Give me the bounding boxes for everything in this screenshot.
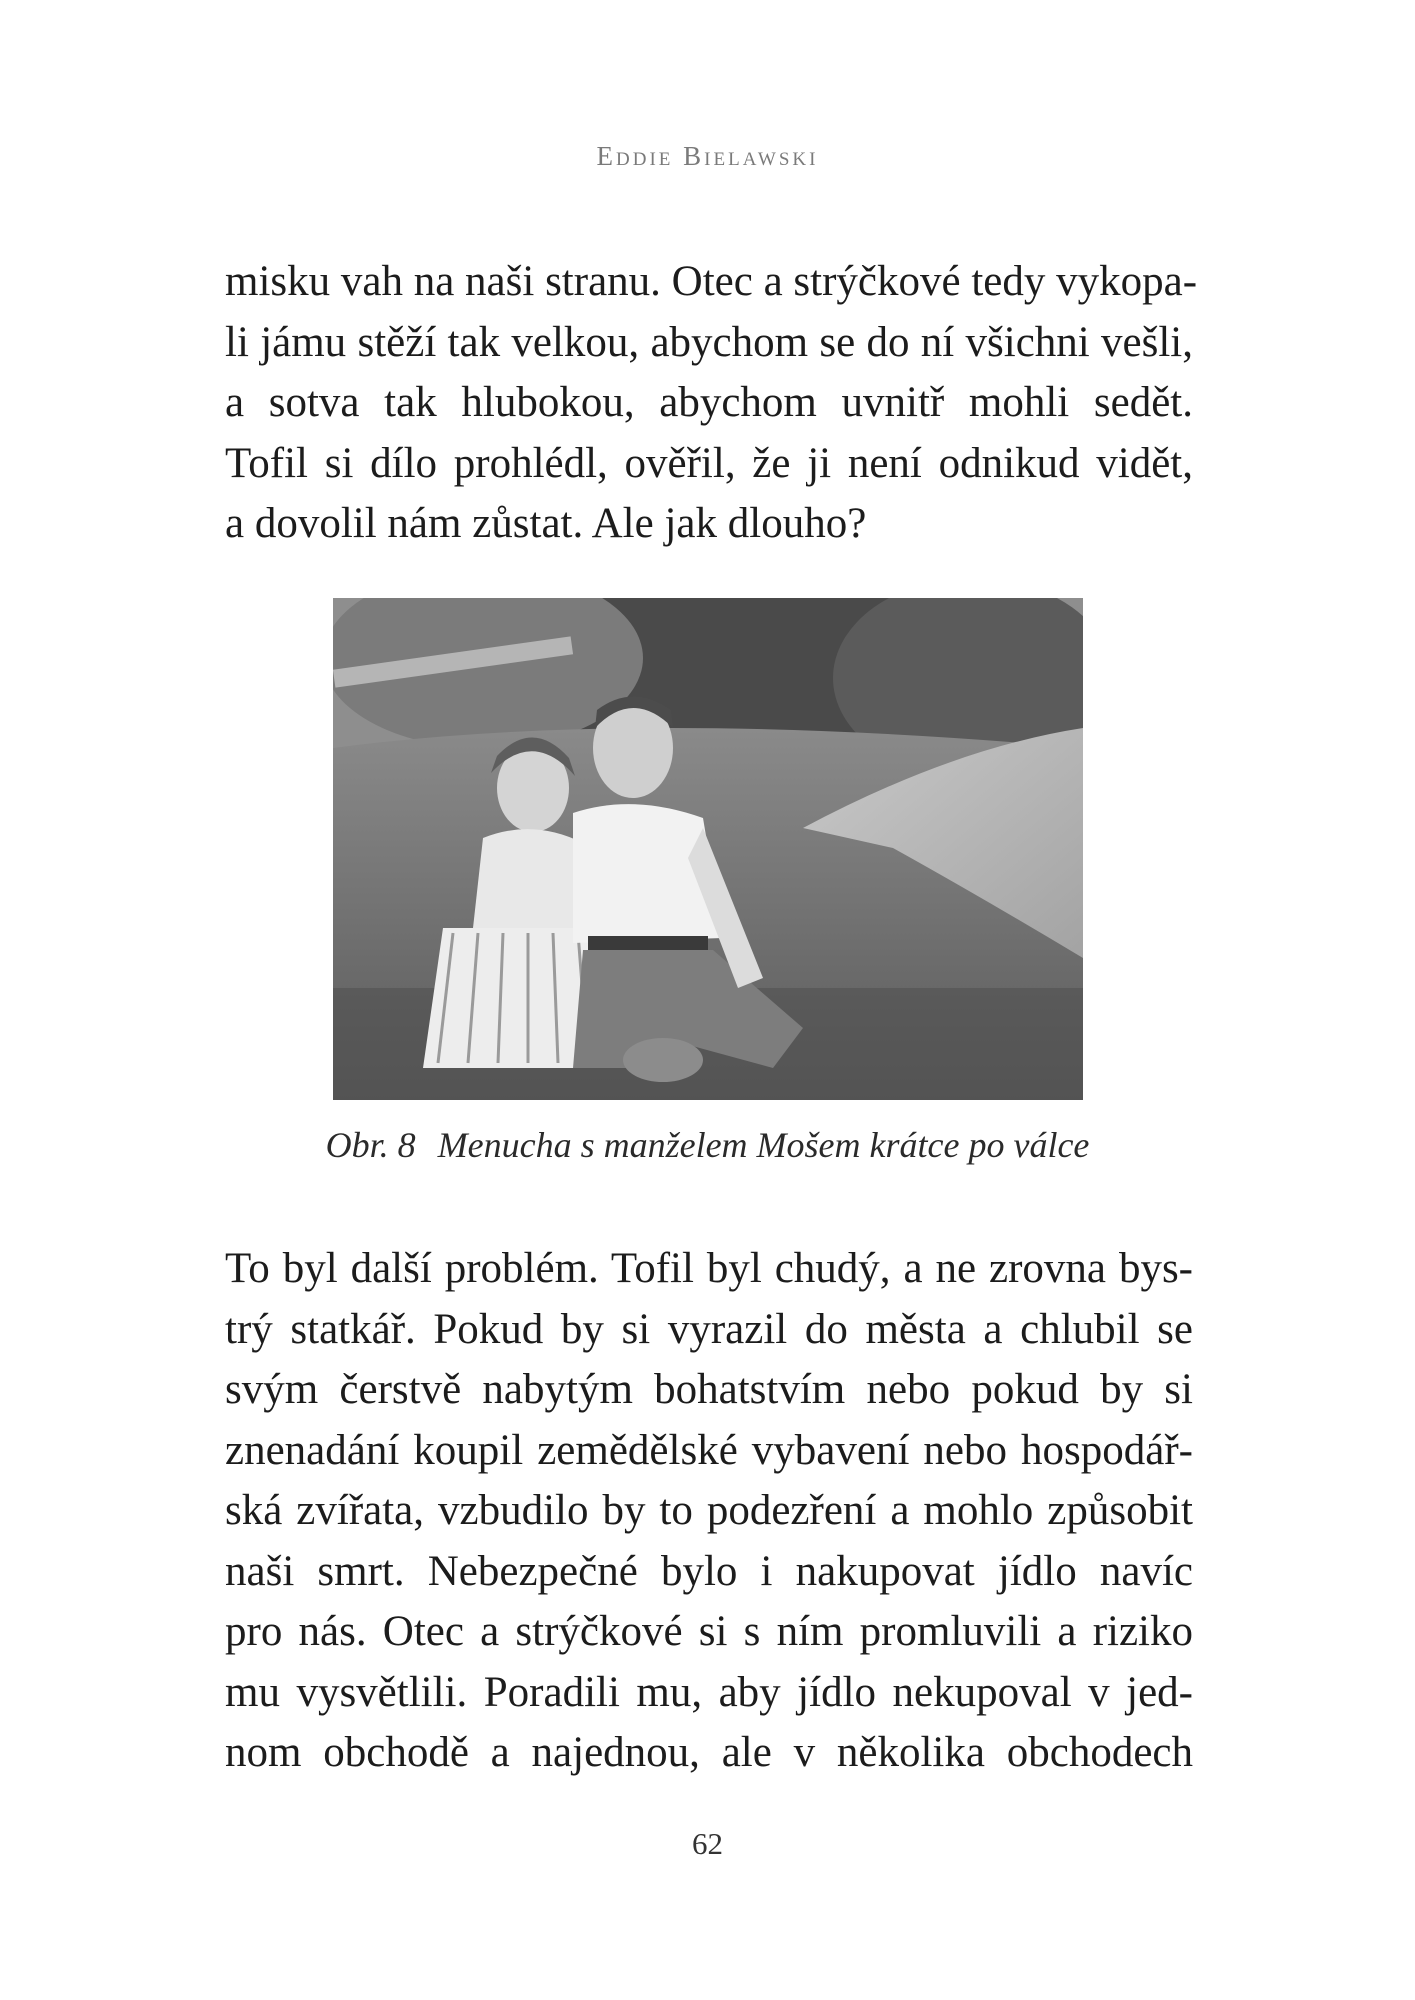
paragraph-1 [225,252,1198,555]
text-line: a sotva tak hlubokou, abychom uvnitř mohli sedět. [225,379,1193,426]
text-line: pro nás. Otec a strýčkové si s ním promluvili a riziko [225,1608,1193,1655]
text-line: a dovolil nám zůstat. Ale jak dlouho? [225,500,867,547]
photograph-couple [333,598,1083,1100]
caption-number: Obr. 8 [325,1125,416,1165]
text-line: To byl další problém. Tofil byl chudý, a ne zrovna bys- [225,1245,1193,1292]
text-line: ská zvířata, vzbudilo by to podezření a mohlo způsobit [225,1487,1193,1534]
text-line: nom obchodě a najednou, ale v několika obchodech [225,1729,1193,1776]
photo-illustration [333,598,1083,1100]
text-line: trý statkář. Pokud by si vyrazil do města a chlubil se [225,1305,1193,1353]
text-line: mu vysvětlili. Poradili mu, aby jídlo nekupoval v jed- [225,1668,1193,1716]
text-line: Tofil si dílo prohlédl, ověřil, že ji není odnikud vidět, [225,439,1193,487]
text-line: misku vah na naši stranu. Otec a strýčkové tedy vykopa- [225,258,1198,305]
figure-caption [0,1124,1415,1166]
text-line: svým čerstvě nabytým bohatstvím nebo pokud by si [225,1366,1193,1413]
text-line: li jámu stěží tak velkou, abychom se do ní všichni vešli, [225,318,1193,366]
page-number: 62 [692,1826,723,1861]
paragraph-2 [225,1239,1193,1784]
text-line: naši smrt. Nebezpečné bylo i nakupovat jídlo navíc [225,1547,1193,1595]
caption-text: Menucha s manželem Mošem krátce po válce [437,1125,1090,1165]
running-head: Eddie Bielawski [596,141,819,171]
text-line: znenadání koupil zemědělské vybavení nebo hospodář- [225,1426,1193,1474]
